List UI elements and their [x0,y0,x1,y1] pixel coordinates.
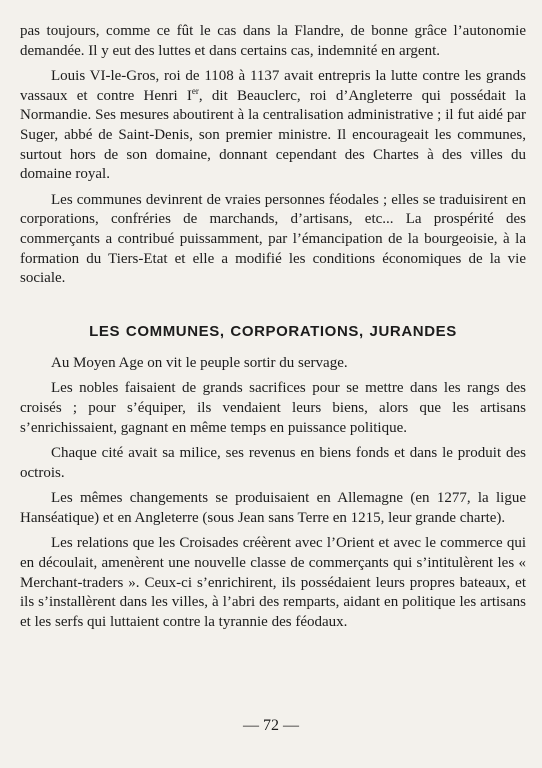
louis-vi-paragraph [20,67,526,185]
section-paragraph-3: Chaque cité avait sa milice, ses revenus en biens fonds et dans le produit des octrois. [20,445,526,481]
page-number: — 72 — [243,717,299,734]
opening-paragraph: pas toujours, comme ce fût le cas dans la Flandre, de bonne grâce l’autonomie demandée. Il y eut des luttes et dans certains cas, indemnité en argent. [20,23,526,59]
louis-text-start: Louis VI-le-Gros, roi de 1108 à 1137 avait entrepris la lutte contre les grands vassaux et contre Henri I [20,68,526,104]
page-body [20,22,526,638]
section-paragraph-5: Les relations que les Croisades créèrent avec l’Orient et avec le commerce qui en découlait, amenèrent une nouvelle classe de commerçants qui s’intitulèrent les « Merchant-traders ». Ceux-ci s’enrichirent, ils possédaient leurs propres bateaux, et ils s’installèrent dans les villes, à l’abri des remparts, aidant en politique les artisans et les serfs qui luttaient contre la tyrannie des féodaux. [20,535,526,630]
communes-paragraph: Les communes devinrent de vraies personnes féodales ; elles se traduisirent en corporations, confréries de marchands, d’artisans, etc... La prospérité des commerçants a contribué puissamment, par l’émancipation de la bourgeoisie, à la formation du Tiers-Etat et elle a modifié les conditions économiques de la vie sociale. [20,191,526,287]
section-paragraph-1: Au Moyen Age on vit le peuple sortir du servage. [51,354,348,371]
louis-text-end: , dit Beauclerc, roi d’Angleterre qui possédait la Normandie. Ses mesures aboutirent à la centralisation administrative ; il fut aidé par Suger, abbé de Saint-Denis, son premier ministre. Il encourageait les communes, surtout hors de son domaine, donnant cependant des Chartes à des villes du domaine royal. [20,87,526,183]
section-paragraph-2: Les nobles faisaient de grands sacrifices pour se mettre dans les rangs des croisés ; pour s’équiper, ils vendaient leurs biens, alors que les artisans s’enrichissaient, gagnant en même temps en puissance politique. [20,380,526,436]
section-heading: LES COMMUNES, CORPORATIONS, JURANDES [89,322,457,340]
section-paragraph-4: Les mêmes changements se produisaient en Allemagne (en 1277, la ligue Hanséatique) et en Angleterre (sous Jean sans Terre en 1215, leur grande charte). [20,490,526,526]
superscript-er: er [191,85,199,96]
